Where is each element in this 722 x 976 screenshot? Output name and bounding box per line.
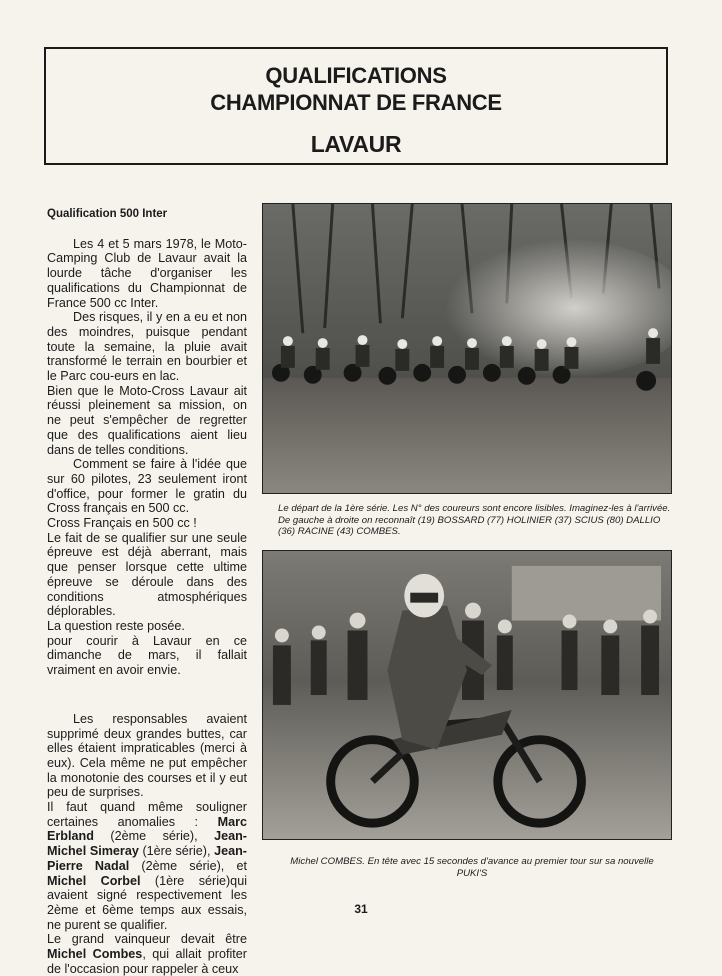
text-run: Le grand vainqueur devait être [47,932,247,947]
article-paragraph: Le fait de se qualifier sur une seule épreuve est déjà aberrant, mais que penser lorsque cette ultime épreuve se déroule dans des conditions atmosphériques déplorables. [47,530,247,619]
photo-michel-combes-image [263,551,671,839]
text-run: (1ère série)qui avaient signé respectivement les 2ème et 6ème temps aux essais, ne purent se qualifier. [47,873,247,932]
article-paragraph: Des risques, il y en a eu et non des moindres, puisque pendant toute la semaine, la pluie avait transformé le terrain en bourbier et le Parc cou‑eurs en lac. [47,310,247,384]
article-column [47,207,247,976]
title-box [44,47,668,165]
section-heading: Qualification 500 Inter [47,208,168,220]
title-championnat: CHAMPIONNAT DE FRANCE [210,90,502,115]
rider-name: Marc Erbland [47,814,247,844]
rider-name: Michel Corbel [47,873,141,888]
rider-name: Jean-Pierre Nadal [47,844,247,873]
text-run: (2ème série), et [129,858,247,873]
article-paragraph: La question reste posée. [47,618,185,633]
caption-michel-combes: Michel COMBES. En tête avec 15 secondes d'avance au premier tour sur sa nouvelle PUKI'S [290,856,654,879]
rider-name: Jean-Michel Simeray [47,829,247,859]
article-paragraph-winner [47,932,247,976]
title-qualifications: QUALIFICATIONS [265,63,447,88]
article-paragraph: pour courir à Lavaur en ce dimanche de mars, il fallait vraiment en avoir envie. [47,633,247,678]
text-run: (2ème série), [93,829,215,844]
title-lavaur: LAVAUR [310,131,402,157]
photo-race-start-image [263,204,671,493]
text-run: (1ère série), [138,844,215,859]
text-run: Il faut quand même souligner certaines anomalies : [47,800,247,829]
paragraph-gap [47,678,247,712]
article-paragraph: Cross Français en 500 cc ! [47,516,197,531]
article-paragraph: Bien que le Moto-Cross Lavaur ait réussi pleinement sa mission, on ne peut s'empêcher de regretter que des qualifications aient lieu dans de telles conditions. [47,383,247,457]
caption-race-start: Le départ de la 1ère série. Les N° des coureurs sont encore lisibles. Imaginez-les à l'arrivée. De gauche à droite on reconnaît (19) BOSSARD (77) HOLINIER (37) SCIUS (80) DALLIO (36) RACINE (43) COMBES. [278,503,671,537]
article-paragraph: Les responsables avaient supprimé deux grandes buttes, car elles étaient impraticables (merci à eux). Cela même ne put empêcher la monotonie des courses et il y eut peu de surprises. [47,711,247,800]
rider-name: Michel Combes [47,947,143,962]
article-paragraph: Comment se faire à l'idée que sur 60 pilotes, 23 seulement iront d'office, pour former le gratin du Cross français en 500 cc. [47,457,247,516]
page-number: 31 [354,902,368,916]
photo-michel-combes [262,550,672,840]
article-paragraph: Les 4 et 5 mars 1978, le Moto-Camping Club de Lavaur avait la lourde tâche d'organiser les qualifications du Championnat de France 500 cc Inter. [47,236,247,310]
photo-race-start [262,203,672,494]
text-run: , qui allait profiter de l'occasion pour rappeler à ceux [47,947,247,976]
